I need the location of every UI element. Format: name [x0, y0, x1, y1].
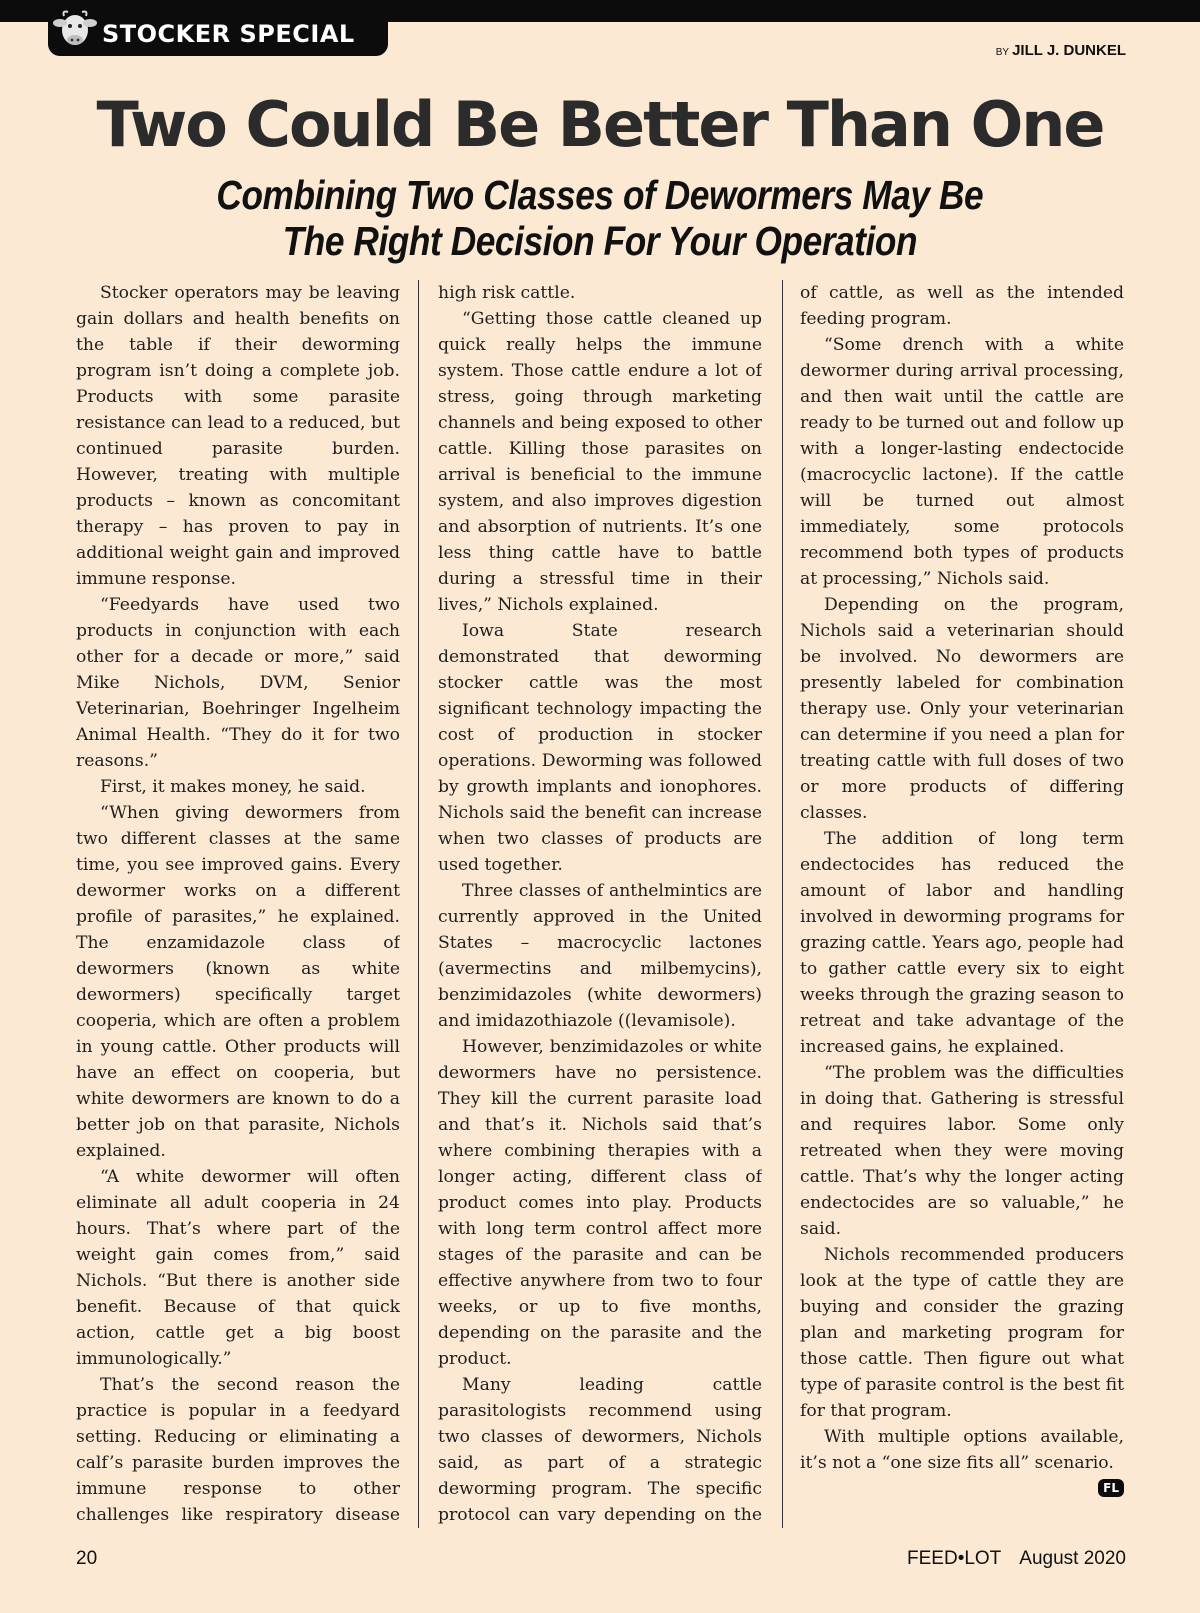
paragraph: Three classes of anthelmintics are currently approved in the United States – macrocyclic lactones (avermectins and milbemycins), benzimidazoles (white dewormers) and imidazothiazole ((levamisole). [438, 881, 762, 1031]
paragraph: Many leading cattle parasitologists recommend using two classes of dewormers, Nichols said, as part of a strategic deworming program. The specific protocol can vary depending on the [438, 1375, 762, 1525]
article-subhead [0, 172, 1200, 264]
byline-author: JILL J. DUNKEL [1012, 42, 1126, 59]
paragraph: high risk cattle. [438, 283, 576, 303]
subhead-line-2: The Right Decision For Your Operation [282, 218, 918, 264]
paragraph: The addition of long term endectocides has reduced the amount of labor and handling involved in deworming programs for grazing cattle. Years ago, people had to gather cattle every six to eight weeks through the grazing season to retreat and take advantage of the increased gains, he explained. [800, 829, 1124, 1057]
footer-publication [907, 1548, 1126, 1570]
column-divider [782, 280, 783, 1528]
page-number: 20 [76, 1548, 98, 1569]
article-headline: Two Could Be Better Than One [96, 88, 1104, 161]
paragraph: “Some drench with a white dewormer during arrival processing, and then wait until the cattle are ready to be turned out and follow up with a longer-lasting endectocide (macrocyclic lactone). If the cattle will be turned out almost immediately, some protocols recommend both types of products at processing,” Nichols said. [800, 335, 1124, 589]
paragraph: Iowa State research demonstrated that deworming stocker cattle was the most significant technology impacting the cost of production in stocker operations. Deworming was followed by growth implants and ionophores. Nichols said the benefit can increase when two classes of products are used together. [438, 621, 762, 875]
paragraph: Depending on the program, Nichols said a veterinarian should be involved. No dewormers are presently labeled for combination therapy use. Only your veterinarian can determine if you need a plan for treating cattle with full doses of two or more products of differing classes. [800, 595, 1124, 823]
final-sentence: With multiple options available, it’s not a “one size fits all” scenario. [800, 1427, 1124, 1473]
subhead-line-1: Combining Two Classes of Dewormers May Be [216, 172, 984, 218]
issue-date: August 2020 [1019, 1548, 1126, 1569]
paragraph: of cattle, as well as the intended feeding program. [800, 283, 1124, 329]
column-1 [76, 280, 400, 1532]
paragraph: “When giving dewormers from two different classes at the same time, you see improved gains. Every dewormer works on a different profile of parasites,” he explained. The enzamidazole class of dewormers (known as white dewormers) specifically target cooperia, which are often a problem in young cattle. Other products will have an effect on cooperia, but white dewormers are known to do a better job on that parasite, Nichols explained. [76, 803, 400, 1161]
article-body [76, 280, 1126, 1532]
paragraph: Stocker operators may be leaving gain dollars and health benefits on the table if their deworming program isn’t doing a complete job. Products with some parasite resistance can lead to a reduced, but continued parasite burden. However, treating with multiple products – known as concomitant therapy – has proven to pay in additional weight gain and improved immune response. [76, 283, 400, 589]
column-2 [438, 280, 762, 1532]
paragraph: That’s the second reason the practice is popular in a feedyard setting. Reducing or eliminating a calf’s parasite burden improves the immune response to other challenges like respiratory disease [76, 1375, 400, 1525]
paragraph: First, it makes money, he said. [100, 777, 366, 797]
end-mark-icon: FL [1098, 1479, 1124, 1497]
section-label: STOCKER SPECIAL [102, 20, 355, 48]
cow-head-icon [52, 6, 98, 52]
paragraph [800, 1424, 1124, 1495]
byline [996, 42, 1126, 59]
paragraph: “A white dewormer will often eliminate all adult cooperia in 24 hours. That’s where part of the weight gain comes from,” said Nichols. “But there is another side benefit. Because of that quick action, cattle get a big boost immunologically.” [76, 1167, 400, 1369]
paragraph: Nichols recommended producers look at the type of cattle they are buying and consider the grazing plan and marketing program for those cattle. Then figure out what type of parasite control is the best fit for that program. [800, 1245, 1124, 1421]
paragraph: “The problem was the difficulties in doing that. Gathering is stressful and requires labor. Some only retreated when they were moving cattle. That’s why the longer acting endectocides are so valuable,” he said. [800, 1063, 1124, 1239]
byline-prefix: BY [995, 47, 1010, 58]
paragraph: However, benzimidazoles or white dewormers have no persistence. They kill the current parasite load and that’s it. Nichols said that’s where combining therapies with a longer acting, different class of product comes into play. Products with long term control affect more stages of the parasite and can be effective anywhere from two to four weeks, or up to five months, depending on the parasite and the product. [438, 1037, 762, 1369]
column-divider [418, 280, 419, 1528]
publication-name: FEED•LOT [907, 1548, 1002, 1569]
paragraph: “Getting those cattle cleaned up quick really helps the immune system. Those cattle endure a lot of stress, going through marketing channels and being exposed to other cattle. Killing those parasites on arrival is beneficial to the immune system, and also improves digestion and absorption of nutrients. It’s one less thing cattle have to battle during a stressful time in their lives,” Nichols explained. [438, 309, 762, 615]
column-3 [800, 280, 1124, 1532]
paragraph: “Feedyards have used two products in conjunction with each other for a decade or more,” said Mike Nichols, DVM, Senior Veterinarian, Boehringer Ingelheim Animal Health. “They do it for two reasons.” [76, 595, 400, 771]
